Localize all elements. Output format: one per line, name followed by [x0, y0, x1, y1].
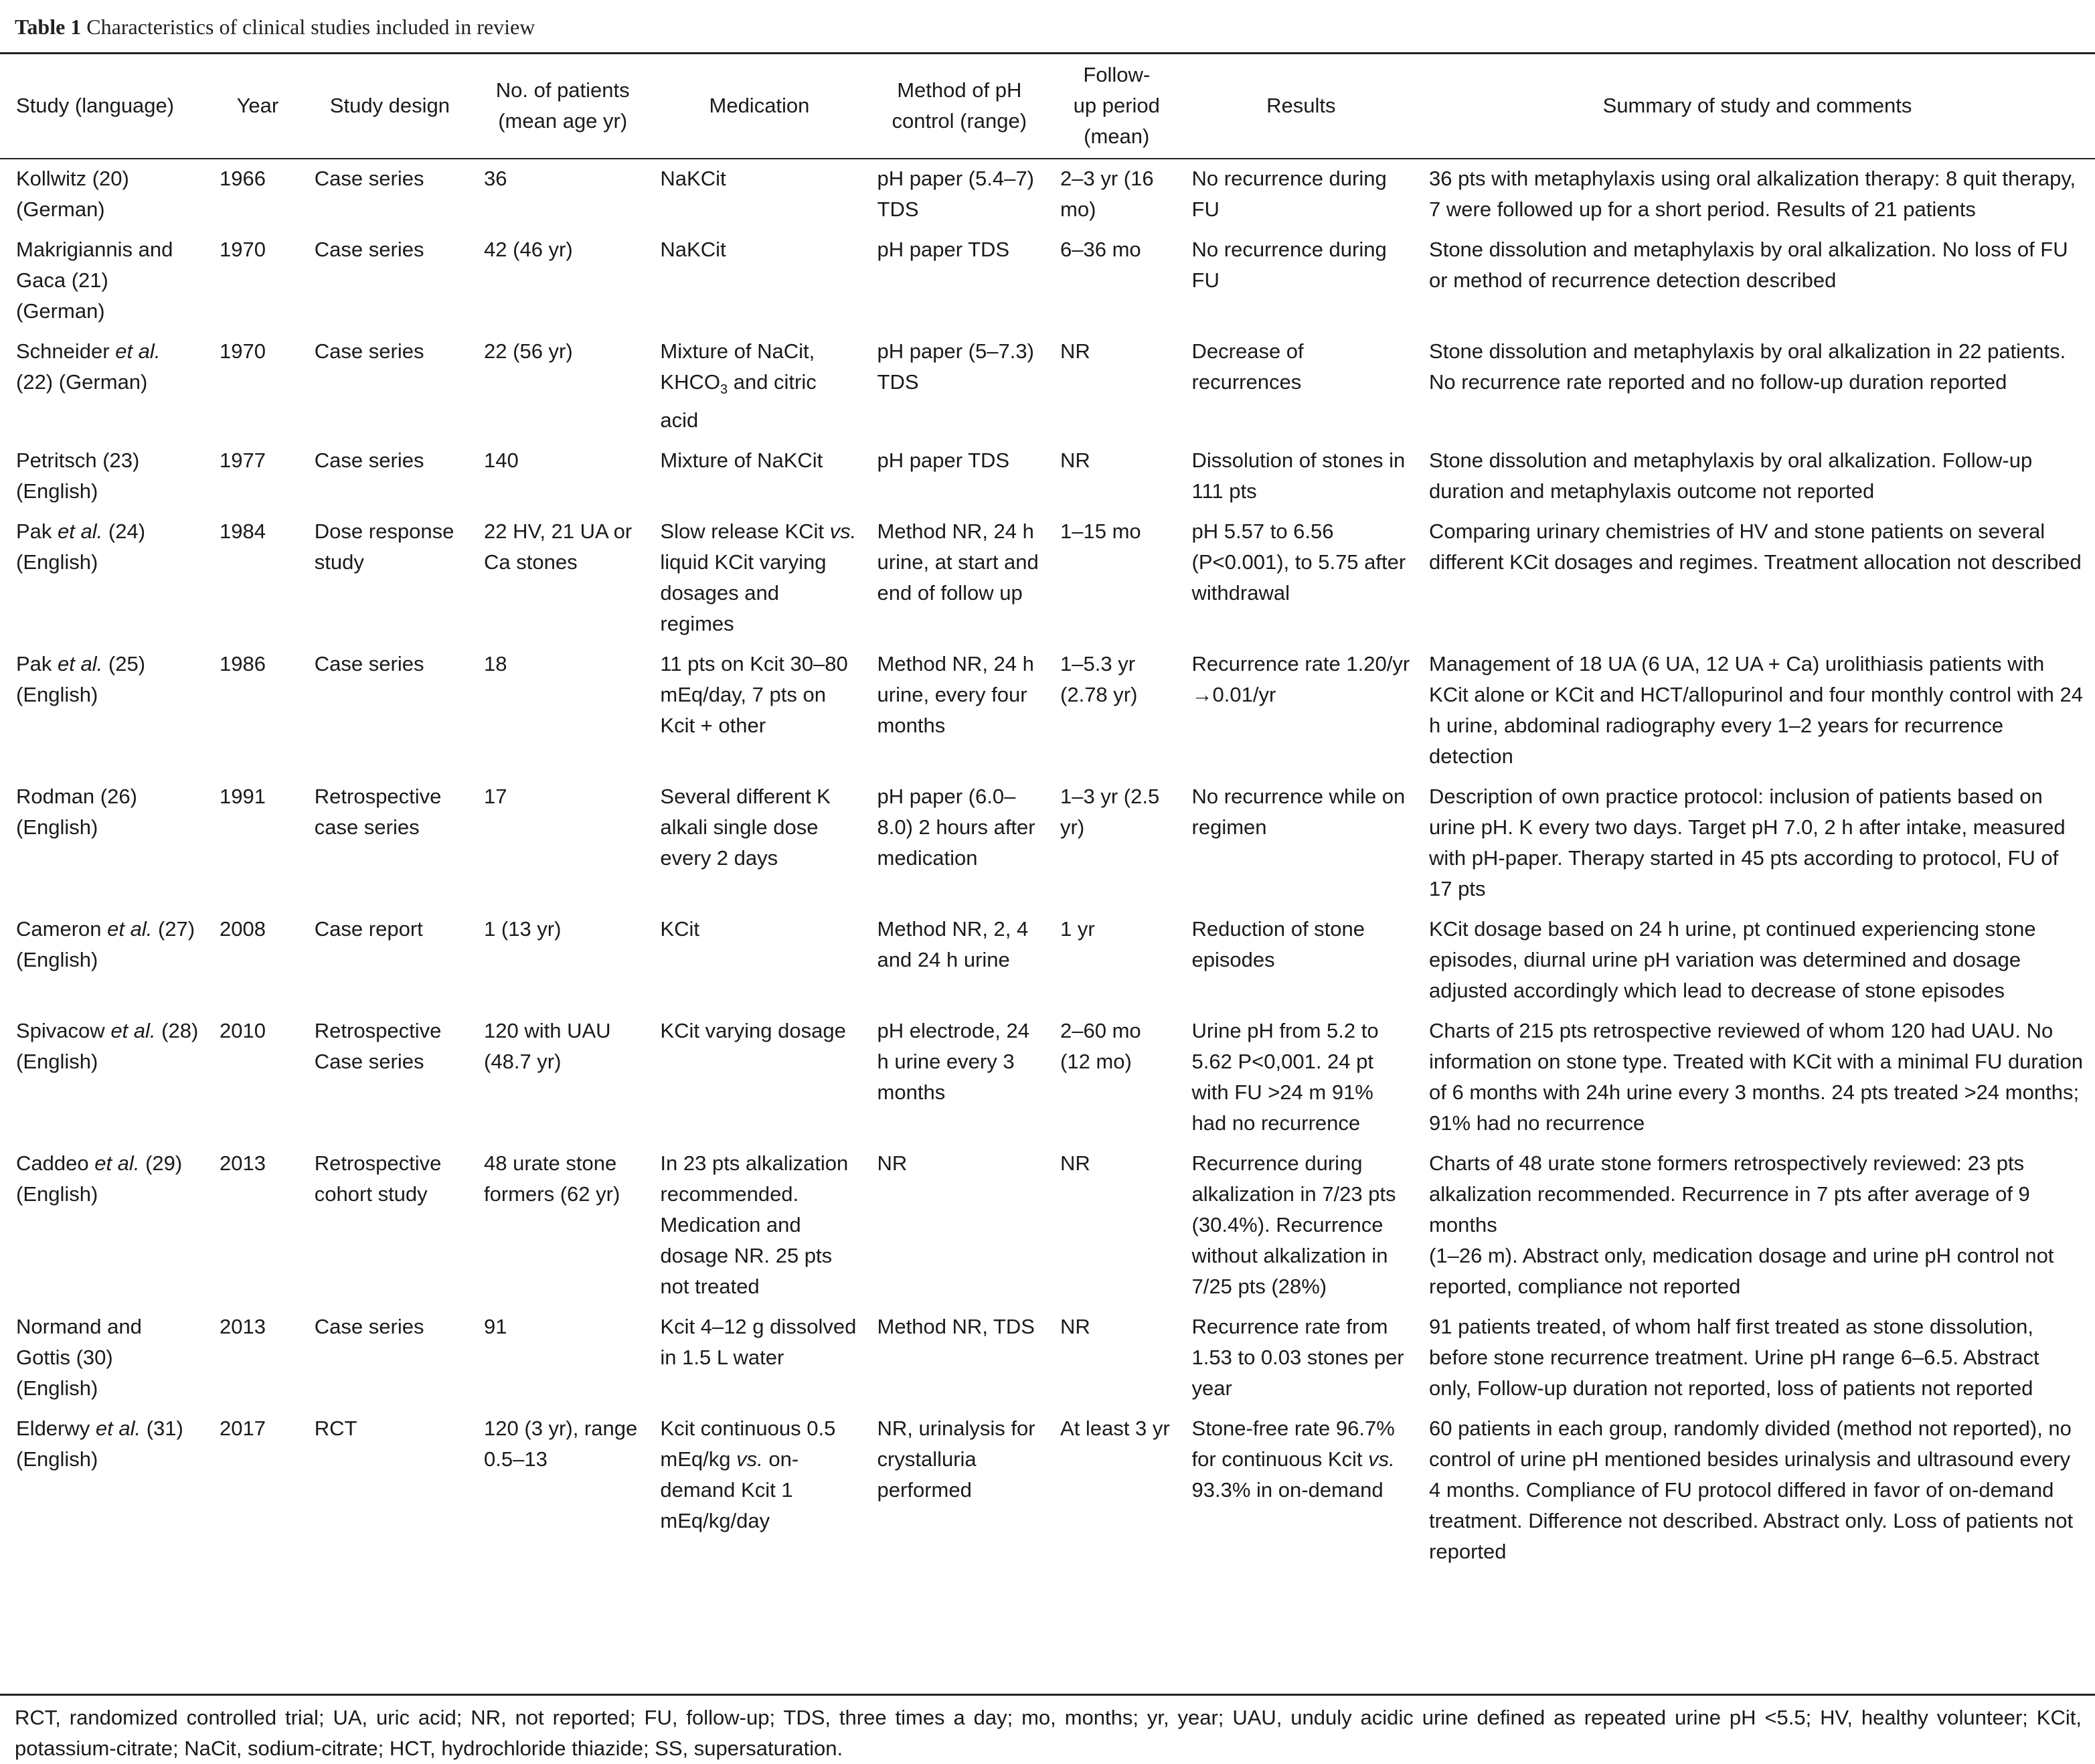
cell-design: Case report [314, 917, 423, 941]
header-study: Study (language) [16, 94, 175, 117]
cell-medication: 11 pts on Kcit 30–80 mEq/day, 7 pts on Kcit + other [660, 652, 848, 738]
cell-summary: 60 patients in each group, randomly divided (method not reported), no control of urine pH mentioned besides urinalysis and ultrasound every 4 months. Compliance of FU protocol differed in favor of on-demand treatment. Difference not described. Abstract only. Loss of patients not reported [1429, 1417, 2074, 1564]
cell-study: Pak et al. (25) (English) [16, 652, 146, 707]
cell-design: Retrospective Case series [314, 1019, 442, 1074]
cell-followup: NR [1060, 339, 1090, 363]
table-row [0, 1009, 2095, 1141]
cell-year: 1977 [220, 449, 266, 473]
table-row [0, 329, 2095, 438]
cell-patients: 1 (13 yr) [484, 917, 562, 941]
header-summary: Summary of study and comments [1602, 94, 1912, 117]
cell-ph-method: Method NR, 2, 4 and 24 h urine [877, 917, 1029, 972]
cell-design: Dose response study [314, 519, 454, 574]
cell-year: 2008 [220, 917, 266, 941]
cell-study: Kollwitz (20) (German) [16, 167, 129, 221]
header-fu-line3: (mean) [1084, 125, 1150, 148]
cell-medication: Mixture of NaKCit [660, 449, 823, 473]
cell-patients: 48 urate stone formers (62 yr) [484, 1151, 620, 1206]
header-results: Results [1266, 94, 1336, 117]
header-patients [475, 55, 651, 157]
cell-ph-method: Method NR, 24 h urine, at start and end of follow up [877, 519, 1039, 605]
cell-patients: 17 [484, 785, 507, 809]
cell-summary: KCit dosage based on 24 h urine, pt continued experiencing stone episodes, diurnal urine pH variation was determined and dosage adjusted accordingly which lead to decrease of stone episodes [1429, 917, 2036, 1003]
cell-medication: Several different K alkali single dose every 2 days [660, 785, 831, 870]
table-row [0, 907, 2095, 1009]
cell-patients: 42 (46 yr) [484, 238, 573, 261]
studies-table [0, 55, 2095, 1570]
cell-results: Recurrence during alkalization in 7/23 pts (30.4%). Recurrence without alkalization in 7/25 pts (28%) [1191, 1151, 1396, 1299]
cell-medication: KCit varying dosage [660, 1019, 846, 1043]
cell-followup: 1–5.3 yr (2.78 yr) [1060, 652, 1138, 707]
cell-ph-method: pH paper TDS [877, 238, 1010, 261]
header-followup [1051, 55, 1183, 157]
cell-followup: NR [1060, 449, 1090, 473]
table-row [0, 228, 2095, 329]
cell-patients: 91 [484, 1315, 507, 1339]
cell-patients: 18 [484, 652, 507, 676]
cell-ph-method: pH paper TDS [877, 449, 1010, 473]
cell-year: 1986 [220, 652, 266, 676]
cell-medication: Slow release KCit vs. liquid KCit varying dosages and regimes [660, 519, 857, 636]
cell-followup: NR [1060, 1151, 1090, 1176]
cell-study: Caddeo et al. (29) (English) [16, 1151, 183, 1206]
cell-summary: Charts of 48 urate stone formers retrospectively reviewed: 23 pts alkalization recommended. Recurrence in 7 pts after average of 9 months (1–26 m). Abstract only, medication dosage and urine pH control not reported, compliance not reported [1429, 1151, 2054, 1299]
cell-study: Schneider et al. (22) (German) [16, 339, 161, 394]
header-fu-line2: up period [1073, 94, 1160, 117]
cell-results: Reduction of stone episodes [1191, 917, 1365, 972]
cell-results: No recurrence during FU [1191, 167, 1387, 221]
cell-year: 1991 [220, 785, 266, 809]
cell-followup: 2–60 mo (12 mo) [1060, 1019, 1141, 1074]
cell-summary: Description of own practice protocol: inclusion of patients based on urine pH. K every two days. Target pH 7.0, 2 h after intake, measured with pH-paper. Therapy started in 45 pts according to protocol, FU of 17 pts [1429, 785, 2066, 901]
cell-patients: 140 [484, 449, 519, 473]
cell-patients: 36 [484, 167, 507, 190]
cell-results: No recurrence while on regimen [1191, 785, 1406, 839]
cell-study: Petritsch (23) (English) [16, 449, 140, 503]
cell-ph-method: NR, urinalysis for crystalluria performed [877, 1417, 1035, 1502]
header-fu-line1: Follow- [1083, 63, 1151, 86]
header-medication: Medication [709, 94, 810, 117]
cell-results: Urine pH from 5.2 to 5.62 P<0,001. 24 pt with FU >24 m 91% had no recurrence [1191, 1019, 1379, 1135]
cell-ph-method: pH paper (6.0–8.0) 2 hours after medication [877, 785, 1035, 870]
cell-results: pH 5.57 to 6.56 (P<0.001), to 5.75 after withdrawal [1191, 519, 1406, 605]
cell-followup: 1 yr [1060, 917, 1095, 941]
cell-design: Case series [314, 1315, 424, 1339]
header-row [0, 55, 2095, 157]
cell-patients: 22 (56 yr) [484, 339, 573, 363]
cell-design: Case series [314, 652, 424, 676]
cell-followup: NR [1060, 1315, 1090, 1339]
cell-study: Normand and Gottis (30) (English) [16, 1315, 142, 1400]
cell-study: Pak et al. (24) (English) [16, 519, 146, 574]
header-year: Year [236, 94, 279, 117]
cell-followup: 1–3 yr (2.5 yr) [1060, 785, 1160, 839]
cell-ph-method: Method NR, TDS [877, 1315, 1035, 1339]
cell-medication: Mixture of NaCit, $KHCO_3$ and citric acid [660, 339, 817, 432]
cell-summary: 36 pts with metaphylaxis using oral alkalization therapy: 8 quit therapy, 7 were followed up for a short period. Results of 21 patients [1429, 167, 2076, 221]
cell-medication: In 23 pts alkalization recommended. Medication and dosage NR. 25 pts not treated [660, 1151, 849, 1299]
header-patients-line1: No. of patients [495, 78, 630, 102]
header-design: Study design [329, 94, 450, 117]
table-row [0, 438, 2095, 509]
table-row [0, 775, 2095, 907]
table-label: Table 1 [15, 15, 82, 39]
cell-year: 1970 [220, 238, 266, 261]
cell-patients: 120 (3 yr), range 0.5–13 [484, 1417, 638, 1471]
table-row [0, 642, 2095, 775]
cell-summary: Charts of 215 pts retrospective reviewed of whom 120 had UAU. No information on stone type. Treated with KCit with a minimal FU duration of 6 months with 24h urine every 3 months. 24 pts treated >24 months; 91% had no recurrence [1429, 1019, 2083, 1135]
cell-ph-method: NR [877, 1151, 908, 1176]
cell-results: Recurrence rate from 1.53 to 0.03 stones per year [1191, 1315, 1404, 1400]
table-row [0, 157, 2095, 228]
cell-ph-method: pH paper (5.4–7) TDS [877, 167, 1034, 221]
header-ph-method [868, 55, 1051, 157]
cell-study: Rodman (26) (English) [16, 785, 137, 839]
cell-ph-method: pH electrode, 24 h urine every 3 months [877, 1019, 1030, 1105]
cell-design: Case series [314, 449, 424, 473]
cell-followup: 2–3 yr (16 mo) [1060, 167, 1154, 221]
cell-year: 1970 [220, 339, 266, 363]
cell-year: 2010 [220, 1019, 266, 1043]
cell-year: 1966 [220, 167, 266, 190]
cell-patients: 22 HV, 21 UA or Ca stones [484, 519, 633, 574]
cell-ph-method: Method NR, 24 h urine, every four months [877, 652, 1034, 738]
table-caption [15, 15, 535, 39]
cell-medication: KCit [660, 917, 699, 941]
top-rule [0, 52, 2095, 54]
table-title: Characteristics of clinical studies included in review [86, 15, 535, 39]
cell-design: Case series [314, 167, 424, 190]
cell-summary: Management of 18 UA (6 UA, 12 UA + Ca) urolithiasis patients with KCit alone or KCit and HCT/allopurinol and four monthly control with 24 h urine, abdominal radiography every 1–2 years for recurrence detection [1429, 652, 2084, 769]
cell-design: Retrospective cohort study [314, 1151, 442, 1206]
cell-year: 2013 [220, 1315, 266, 1339]
cell-study: Makrigiannis and Gaca (21) (German) [16, 238, 173, 323]
cell-design: Case series [314, 238, 424, 261]
table-footnote: RCT, randomized controlled trial; UA, uric acid; NR, not reported; FU, follow-up; TDS, three times a day; mo, months; yr, year; UAU, unduly acidic urine defined as repeated urine pH <5.5; HV, healthy volunteer; KCit, potassium-citrate; NaCit, sodium-citrate; HCT, hydrochloride thiazide; SS, supersaturation. [15, 1706, 2082, 1760]
cell-medication: NaKCit [660, 167, 726, 190]
header-patients-line2: (mean age yr) [498, 109, 628, 133]
cell-design: Retrospective case series [314, 785, 442, 839]
cell-medication: Kcit 4–12 g dissolved in 1.5 L water [660, 1315, 857, 1370]
cell-year: 2013 [220, 1151, 266, 1176]
cell-summary: Stone dissolution and metaphylaxis by oral alkalization. No loss of FU or method of recurrence detection described [1429, 238, 2068, 292]
cell-summary: Stone dissolution and metaphylaxis by oral alkalization. Follow-up duration and metaphylaxis outcome not reported [1429, 449, 2033, 503]
cell-design: RCT [314, 1417, 357, 1441]
cell-summary: Comparing urinary chemistries of HV and stone patients on several different KCit dosages and regimes. Treatment allocation not described [1429, 519, 2082, 574]
cell-results: Recurrence rate 1.20/yr →0.01/yr [1191, 652, 1410, 707]
bottom-rule [0, 1694, 2095, 1696]
cell-followup: 1–15 mo [1060, 519, 1141, 544]
cell-design: Case series [314, 339, 424, 363]
header-ph-line2: control (range) [892, 109, 1027, 133]
cell-patients: 120 with UAU (48.7 yr) [484, 1019, 611, 1074]
table-row [0, 509, 2095, 642]
table-row [0, 1407, 2095, 1570]
cell-study: Cameron et al. (27) (English) [16, 917, 195, 972]
cell-results: Decrease of recurrences [1191, 339, 1304, 394]
cell-study: Spivacow et al. (28) (English) [16, 1019, 199, 1074]
cell-year: 1984 [220, 519, 266, 544]
table-row [0, 1141, 2095, 1305]
cell-summary: 91 patients treated, of whom half first treated as stone dissolution, before stone recurrence treatment. Urine pH range 6–6.5. Abstract only, Follow-up duration not reported, loss of patients not reported [1429, 1315, 2039, 1400]
cell-medication: Kcit continuous 0.5 mEq/kg vs. on-demand Kcit 1 mEq/kg/day [660, 1417, 836, 1533]
cell-study: Elderwy et al. (31) (English) [16, 1417, 183, 1471]
cell-summary: Stone dissolution and metaphylaxis by oral alkalization in 22 patients. No recurrence rate reported and no follow-up duration reported [1429, 339, 2066, 394]
cell-followup: 6–36 mo [1060, 238, 1141, 261]
cell-results: Stone-free rate 96.7% for continuous Kcit vs. 93.3% in on-demand [1191, 1417, 1395, 1502]
cell-results: Dissolution of stones in 111 pts [1191, 449, 1406, 503]
header-ph-line1: Method of pH [897, 78, 1022, 102]
cell-ph-method: pH paper (5–7.3) TDS [877, 339, 1034, 394]
cell-followup: At least 3 yr [1060, 1417, 1170, 1441]
table-row [0, 1305, 2095, 1407]
cell-medication: NaKCit [660, 238, 726, 261]
cell-results: No recurrence during FU [1191, 238, 1387, 292]
cell-year: 2017 [220, 1417, 266, 1441]
